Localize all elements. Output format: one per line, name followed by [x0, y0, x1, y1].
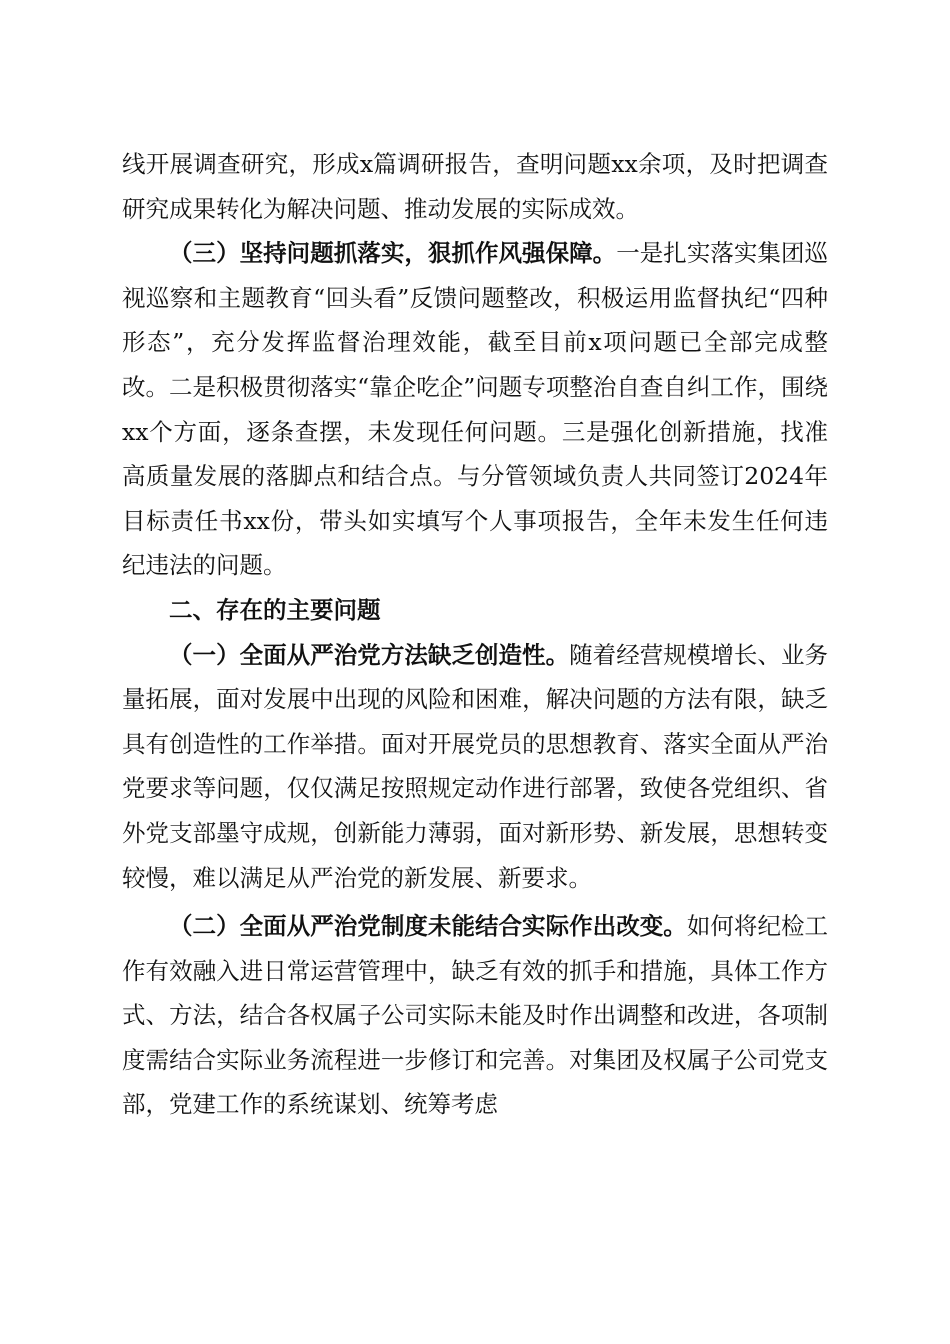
section-heading-text: 二、存在的主要问题: [169, 595, 381, 624]
paragraph-text: 线开展调查研究，形成x篇调研报告，查明问题xx余项，及时把调查研究成果转化为解决问题、推动发展的实际成效。: [122, 150, 828, 223]
document-body: [122, 142, 828, 1127]
paragraph-text: 随着经营规模增长、业务量拓展，面对发展中出现的风险和困难，解决问题的方法有限，缺乏具有创造性的工作举措。面对开展党员的思想教育、落实全面从严治党要求等问题，仅仅满足按照规定动作进行部署，致使各党组织、省外党支部墨守成规，创新能力薄弱，面对新形势、新发展，思想转变较慢，难以满足从严治党的新发展、新要求。: [122, 640, 829, 892]
paragraph-continuation: [122, 142, 828, 231]
paragraph-section-1-3: [122, 231, 828, 588]
paragraph-lead-heading: （一）全面从严治党方法缺乏创造性。: [169, 640, 570, 669]
paragraph-text: 一是扎实落实集团巡视巡察和主题教育“回头看”反馈问题整改，积极运用监督执纪“四种形态”，充分发挥监督治理效能，截至目前x项问题已全部完成整改。二是积极贯彻落实“靠企吃企”问题专项整治自查自纠工作，围绕xx个方面，逐条查摆，未发现任何问题。三是强化创新措施，找准高质量发展的落脚点和结合点。与分管领域负责人共同签订2024年目标责任书xx份，带头如实填写个人事项报告，全年未发生任何违纪违法的问题。: [122, 239, 828, 580]
paragraph-lead-heading: （二）全面从严治党制度未能结合实际作出改变。: [169, 912, 687, 941]
paragraph-section-2-2: [122, 904, 828, 1127]
paragraph-text: 如何将纪检工作有效融入进日常运营管理中，缺乏有效的抓手和措施，具体工作方式、方法，结合各权属子公司实际未能及时作出调整和改进，各项制度需结合实际业务流程进一步修订和完善。对集团及权属子公司党支部，党建工作的系统谋划、统筹考虑: [122, 912, 829, 1119]
section-heading: [122, 588, 828, 633]
paragraph-lead-heading: （三）坚持问题抓落实，狠抓作风强保障。: [169, 239, 617, 268]
paragraph-section-2-1: [122, 633, 828, 901]
